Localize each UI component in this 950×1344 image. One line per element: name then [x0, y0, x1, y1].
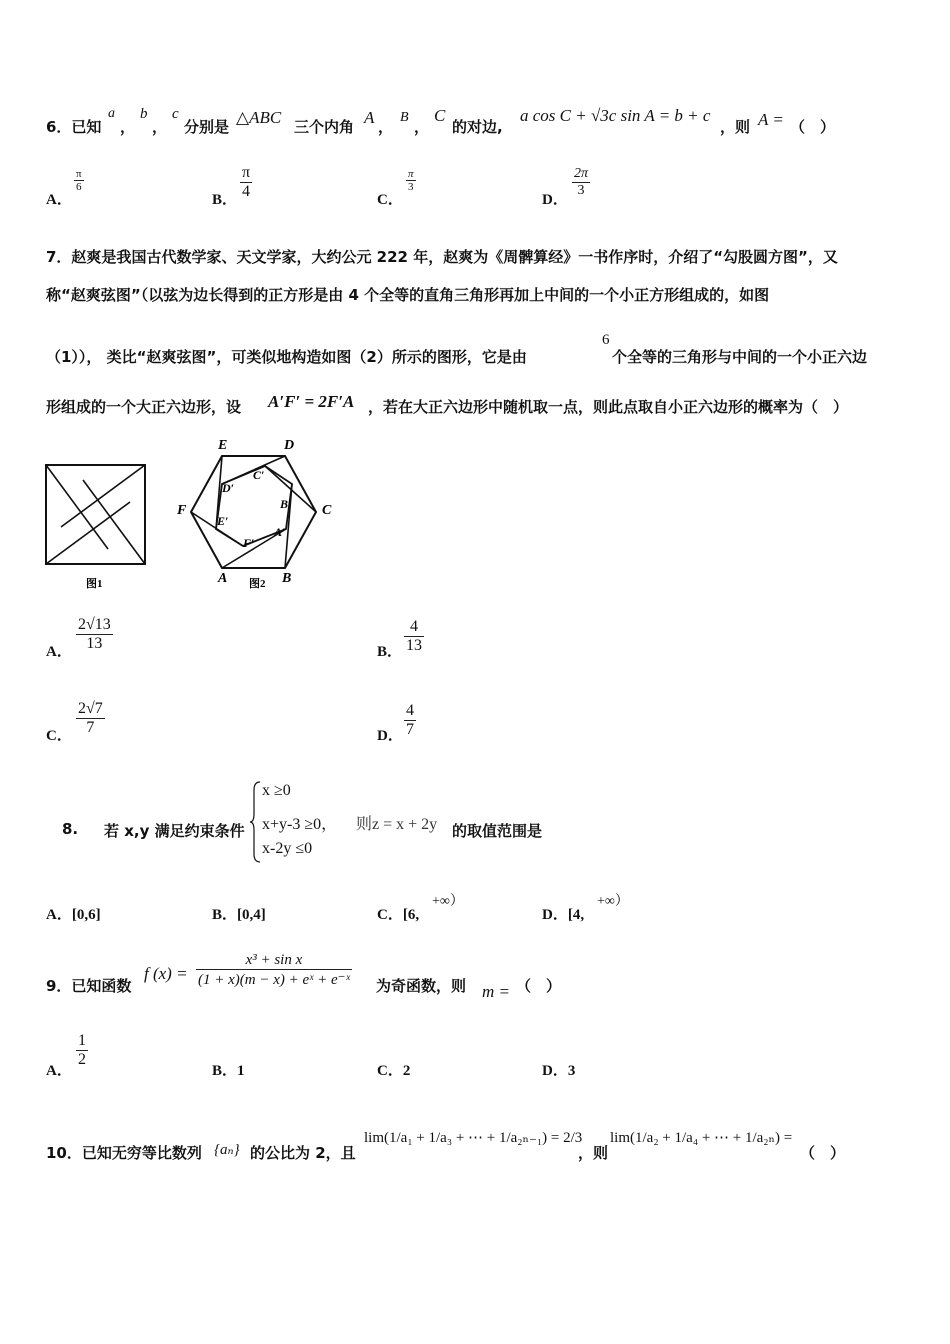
q6-comma: ， [152, 118, 168, 136]
q7-line-4a: 形组成的一个大正六边形，设 [46, 398, 242, 416]
q8-option-c-infinity: +∞） [432, 894, 464, 909]
q7-figure-1-caption: 图1 [86, 578, 103, 590]
q7-figure-2-caption: 图2 [249, 578, 266, 590]
q7-label-A: A [218, 571, 228, 586]
q8-objective: 则z = x + 2y [356, 816, 438, 833]
q9-blank: （ ） [516, 977, 562, 995]
q8-option-c[interactable]: C．[6, [377, 907, 420, 923]
q10-stem-mid: 的公比为 2，且 [250, 1144, 356, 1162]
q7-figure-1 [40, 455, 160, 600]
q8-option-d[interactable]: D．[4, [542, 907, 585, 923]
q9-option-a-value: $\frac{1}{2}$ [78, 1032, 86, 1068]
q7-option-b-value: $\frac{4}{13}$ [406, 618, 422, 654]
q7-figure-2 [170, 430, 340, 600]
q8-option-a[interactable]: A．[0,6] [46, 907, 101, 923]
q6-answer-expr: A = [758, 110, 784, 129]
q9-option-d[interactable]: D．3 [542, 1063, 576, 1079]
q8-option-b[interactable]: B．[0,4] [212, 907, 266, 923]
q10-stem-prefix: 10．已知无穷等比数列 [46, 1144, 202, 1162]
q10-sequence: {aₙ} [214, 1142, 240, 1158]
q6-text: 分别是 [184, 118, 230, 136]
q8-stem: 若 x,y 满足约束条件 [104, 822, 245, 840]
q9-function-name: f (x) = [144, 964, 188, 983]
q8-number: 8. [62, 820, 79, 838]
q7-line-3b: 个全等的三角形与中间的一个小正六边 [612, 348, 868, 366]
q6-option-d-label[interactable]: D． [542, 192, 568, 208]
q7-option-d-value: $\frac{4}{7}$ [406, 702, 414, 738]
q7-label-E: E [218, 438, 228, 453]
q6-stem-prefix: 6．已知 [46, 118, 102, 136]
q7-line-2: 称“赵爽弦图”（以弦为边长得到的正方形是由 4 个全等的直角三角形再加上中间的一个小正方形组成的，如图 [46, 286, 770, 304]
q6-option-c-label[interactable]: C． [377, 192, 403, 208]
q8-constraint-2: x+y-3 ≥0， [262, 816, 338, 833]
q7-label-Cp: C′ [253, 468, 265, 482]
q7-condition: A′F′ = 2F′A [268, 392, 355, 411]
q6-option-d-value: $\frac{2\pi}{3}$ [574, 166, 589, 198]
q6-comma: ， [414, 118, 430, 136]
q6-var-B: B [400, 110, 409, 125]
q7-option-c-label[interactable]: C． [46, 728, 72, 744]
q6-var-C: C [434, 106, 446, 125]
q7-option-b-label[interactable]: B． [377, 644, 403, 660]
q6-triangle: △ABC [236, 108, 282, 127]
q8-constraint-3: x-2y ≤0 [262, 840, 313, 857]
q7-label-C: C [322, 503, 332, 518]
q9-function-fraction: $\frac{\text{x³ + sin x}}{\text{(1 + x)(m − x) + eˣ + e⁻ˣ}}$ [198, 952, 350, 988]
q6-option-b-label[interactable]: B． [212, 192, 238, 208]
q8-option-d-infinity: +∞） [597, 894, 629, 909]
q7-option-a-value: $\frac{2√13}{13}$ [78, 616, 111, 652]
q6-text: ，则 [720, 118, 751, 136]
q7-option-c-value: $\frac{2√7}{7}$ [78, 700, 103, 736]
q6-option-a-value: $\frac{\pi}{6}$ [76, 168, 82, 193]
q6-var-A: A [364, 108, 375, 127]
q6-comma: ， [120, 118, 136, 136]
q6-blank: （ ） [790, 118, 836, 136]
q7-label-Ep: E′ [217, 514, 229, 528]
q7-option-d-label[interactable]: D． [377, 728, 403, 744]
q7-line-3a: （1））， 类比“赵爽弦图”，可类似地构造如图（2）所示的图形，它是由 [46, 348, 527, 366]
q8-constraint-1: x ≥0 [262, 782, 291, 799]
q7-label-Ap: A′ [274, 525, 286, 539]
q6-option-c-value: $\frac{\pi}{3}$ [408, 168, 414, 193]
q6-text: 三个内角 [294, 118, 355, 136]
q6-comma: ， [378, 118, 394, 136]
q9-option-b[interactable]: B．1 [212, 1063, 245, 1079]
q9-option-c[interactable]: C．2 [377, 1063, 411, 1079]
q8-brace-icon [250, 780, 262, 864]
q7-label-D: D [284, 438, 295, 453]
q7-six: 6 [602, 332, 610, 348]
q7-line-1: 7．赵爽是我国古代数学家、天文学家，大约公元 222 年，赵爽为《周髀算经》一书作序时，介绍了“勾股圆方图”，又 [46, 248, 838, 266]
q7-line-4b: ，若在大正六边形中随机取一点，则此点取自小正六边形的概率为（ ） [368, 398, 849, 416]
q6-var-a: a [108, 106, 115, 121]
q9-stem-mid: 为奇函数，则 [376, 977, 467, 995]
q10-limit-1: lim(1/a₁ + 1/a₃ + ⋯ + 1/a₂ₙ₋₁) = 2/3 [364, 1130, 583, 1146]
q7-option-a-label[interactable]: A． [46, 644, 72, 660]
q6-var-c: c [172, 106, 179, 122]
q7-label-F: F [177, 503, 187, 518]
q6-option-a-label[interactable]: A． [46, 192, 72, 208]
q7-label-Fp: F′ [243, 536, 255, 550]
q8-stem-end: 的取值范围是 [452, 822, 543, 840]
q9-option-a-label[interactable]: A． [46, 1063, 72, 1079]
q9-m-expr: m = [482, 982, 510, 1001]
q7-label-B: B [282, 571, 292, 586]
q6-option-b-value: $\frac{\pi}{4}$ [242, 164, 251, 200]
q6-text: 的对边, [452, 118, 503, 136]
q10-stem-then: ，则 [578, 1144, 609, 1162]
q7-label-Bp: B′ [280, 497, 292, 511]
q10-limit-2: lim(1/a₂ + 1/a₄ + ⋯ + 1/a₂ₙ) = [610, 1130, 793, 1146]
q7-label-Dp: D′ [222, 481, 235, 495]
q10-blank: （ ） [800, 1144, 846, 1162]
q6-var-b: b [140, 106, 148, 122]
q9-stem-prefix: 9．已知函数 [46, 977, 132, 995]
q6-equation: a cos C + √3c sin A = b + c [520, 106, 711, 125]
